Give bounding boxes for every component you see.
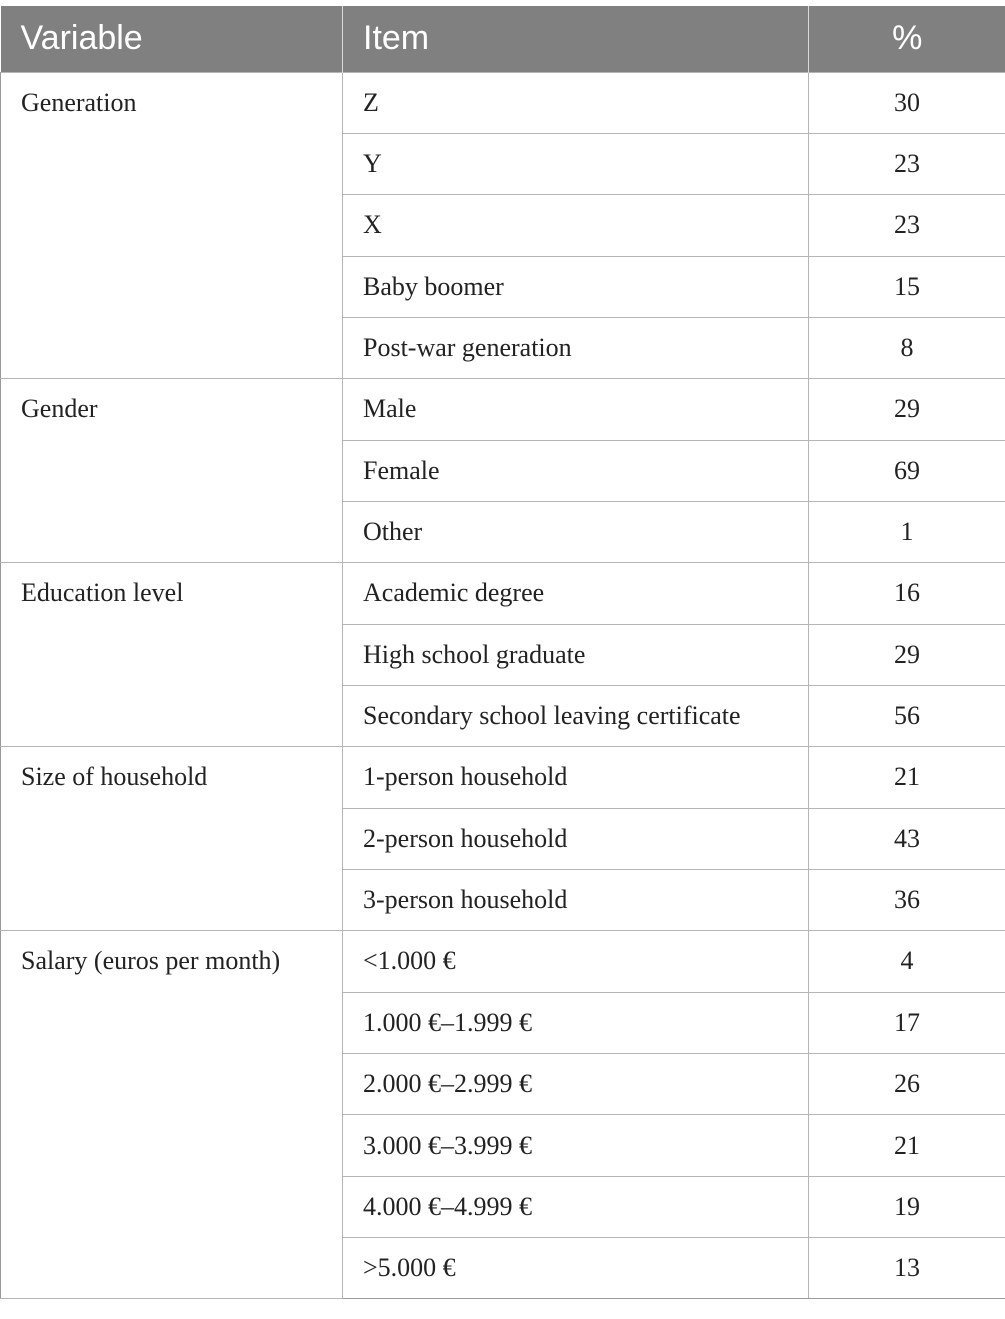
item-cell: 2.000 €–2.999 € <box>343 1054 809 1115</box>
percent-cell: 30 <box>809 72 1005 133</box>
table-row <box>1 563 1005 624</box>
item-cell: Y <box>343 133 809 194</box>
item-cell: >5.000 € <box>343 1238 809 1299</box>
percent-cell: 29 <box>809 379 1005 440</box>
item-cell: 3-person household <box>343 869 809 930</box>
table-body <box>1 72 1005 1299</box>
item-cell: Post-war generation <box>343 317 809 378</box>
item-cell: Male <box>343 379 809 440</box>
header-variable: Variable <box>1 6 343 72</box>
percent-cell: 1 <box>809 501 1005 562</box>
table-header <box>1 6 1005 72</box>
percent-cell: 19 <box>809 1176 1005 1237</box>
variable-cell: Gender <box>1 379 343 563</box>
item-cell: Female <box>343 440 809 501</box>
item-cell: X <box>343 195 809 256</box>
percent-cell: 4 <box>809 931 1005 992</box>
item-cell: High school graduate <box>343 624 809 685</box>
item-cell: 3.000 €–3.999 € <box>343 1115 809 1176</box>
percent-cell: 8 <box>809 317 1005 378</box>
item-cell: Academic degree <box>343 563 809 624</box>
percent-cell: 43 <box>809 808 1005 869</box>
variable-cell: Education level <box>1 563 343 747</box>
header-row <box>1 6 1005 72</box>
percent-cell: 56 <box>809 685 1005 746</box>
item-cell: 2-person household <box>343 808 809 869</box>
item-cell: 1.000 €–1.999 € <box>343 992 809 1053</box>
percent-cell: 21 <box>809 1115 1005 1176</box>
percent-cell: 29 <box>809 624 1005 685</box>
percent-cell: 13 <box>809 1238 1005 1299</box>
percent-cell: 36 <box>809 869 1005 930</box>
item-cell: 1-person household <box>343 747 809 808</box>
demographics-table <box>0 6 1005 1299</box>
header-percent: % <box>809 6 1005 72</box>
percent-cell: 69 <box>809 440 1005 501</box>
percent-cell: 21 <box>809 747 1005 808</box>
percent-cell: 23 <box>809 133 1005 194</box>
item-cell: Other <box>343 501 809 562</box>
variable-cell: Size of household <box>1 747 343 931</box>
variable-cell: Salary (euros per month) <box>1 931 343 1299</box>
percent-cell: 16 <box>809 563 1005 624</box>
item-cell: Baby boomer <box>343 256 809 317</box>
table-row <box>1 931 1005 992</box>
table-row <box>1 379 1005 440</box>
header-item: Item <box>343 6 809 72</box>
percent-cell: 26 <box>809 1054 1005 1115</box>
percent-cell: 23 <box>809 195 1005 256</box>
item-cell: Z <box>343 72 809 133</box>
variable-cell: Generation <box>1 72 343 379</box>
item-cell: Secondary school leaving certificate <box>343 685 809 746</box>
item-cell: 4.000 €–4.999 € <box>343 1176 809 1237</box>
table-row <box>1 747 1005 808</box>
item-cell: <1.000 € <box>343 931 809 992</box>
percent-cell: 17 <box>809 992 1005 1053</box>
table-row <box>1 72 1005 133</box>
percent-cell: 15 <box>809 256 1005 317</box>
